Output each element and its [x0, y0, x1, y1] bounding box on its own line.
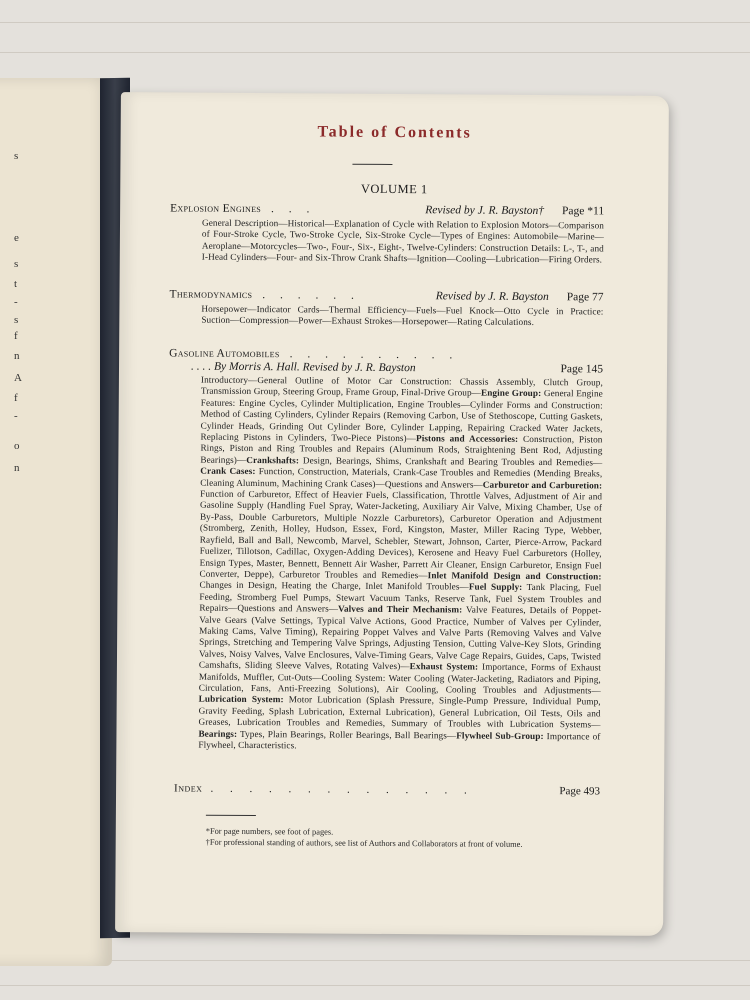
- dot-leader: . . . . . .: [262, 289, 360, 302]
- description-text: Function, Construction, Materials, Crank-Case Troubles and Remedies (Mending Breaks, Cleaning Aluminum, Machining Crank Cases)—Questions and Answers—: [200, 466, 603, 490]
- volume-heading: VOLUME 1: [360, 181, 428, 197]
- contents-page: [115, 92, 669, 936]
- footnotes: [206, 827, 604, 852]
- entry-title: Gasoline Automobiles: [169, 347, 280, 361]
- left-edge-letter: t: [14, 278, 18, 290]
- page-title: Table of Contents: [317, 123, 472, 142]
- left-edge-letter: f: [14, 330, 18, 342]
- entry-description: Horsepower—Indicator Cards—Thermal Efficiency—Fuels—Fuel Knock—Otto Cycle in Practice: Suction—Compression—Power—Exhaust Strokes—Horsepower—Rating Calculations.: [201, 303, 604, 328]
- description-text: Importance of Flywheel, Characteristics.: [198, 730, 601, 751]
- left-page: [0, 78, 112, 966]
- description-text: Tank Placing, Fuel Feeding, Stromberg Fuel Pumps, Stewart Vacuum Tanks, Reserve Tank, Fuel System Troubles and Repairs—Questions and Answers—: [199, 582, 602, 614]
- left-edge-letter: s: [14, 258, 19, 270]
- description-subheading: Exhaust System:: [409, 661, 479, 672]
- left-edge-letter: -: [14, 296, 18, 308]
- description-text: Motor Lubrication (Splash Pressure, Single-Pump Pressure, Individual Pump, Gravity Feeding, Splash Lubrication, External Lubrication), General Lubrication, Oil Tests, Oils and Greases, Lubrication Troubles and Remedies, Summary of Troubles with Lubrication Systems—: [198, 694, 601, 730]
- entry-reviser: Revised by J. R. Bayston: [435, 290, 549, 304]
- wood-grain: [0, 985, 750, 986]
- left-edge-letter: s: [14, 150, 19, 162]
- description-text: Function of Carburetor, Effect of Heavier Fuels, Classification, Throttle Valves, Adjustment of Air and Gasoline Supply (Handling Fuel Spray, Water-Jacketing, Auxiliary Air Valve, Mixing Chamber, Use of By-Pass, Double Carburetors, Multiple Nozzle Carburetors), Carburetor Operation and Adjustment (Stromberg, Zenith, Holley, Hudson, Essex, Ford, Kingston, Master, Miller Racing Type, Webber, Rayfield, Ball and Ball, Newcomb, Marvel, Schebler, Stewart, Johnson, Carter, Pierce-Arrow, Packard Fuelizer, Tillotson, Cadillac, Oxygen-Adding Devices), Kerosene and Heavy Fuel Carburetors (Holley, Ensign Types, Master, Bennett, Bennett Air Washer, Parrett Air Cleaner, Ensign Carburetor, Ensign Fuel Converter, Deppe), Carburetor Troubles and Remedies—: [199, 488, 603, 581]
- entry-reviser: Revised by J. R. Bayston†: [425, 204, 545, 218]
- left-edge-letter: n: [14, 462, 20, 474]
- wood-grain: [0, 960, 750, 961]
- toc-entry-index[interactable]: [174, 782, 600, 797]
- dot-leader: . . . . . . . . . .: [289, 348, 459, 362]
- title-rule: [352, 164, 392, 165]
- toc-entry-thermodynamics[interactable]: [169, 288, 603, 303]
- left-edge-letter: n: [14, 350, 20, 362]
- description-subheading: Carburetor and Carburetion:: [482, 479, 603, 491]
- wood-grain: [0, 52, 750, 53]
- entry-description: General Description—Historical—Explanation of Cycle with Relation to Explosion Motors—Comparison of Four-Stroke Cycle, Two-Stroke Cycle, Six-Stroke Cycle—Types of Engines: Automobile—Marine—Aeroplane—Motorcycles—Two-, Four-, Six-, Eight-, Twelve-Cylinders: Construction Details: L-, T-, and I-Head Cylinders—Four- and Six-Throw Crank Shafts—Ignition—Cooling—Lubrication—Firing Orders.: [201, 217, 605, 265]
- footnote-rule: [206, 815, 256, 816]
- description-subheading: Lubrication System:: [198, 694, 284, 705]
- description-subheading: Pistons and Accessories:: [415, 433, 519, 444]
- description-text: General Engine Features: Engine Cycles, Cylinder Multiplication, Engine Troubles—Cylinder Forms and Construction: Method of Casting Cylinders, Cylinder Repairs (Removing Carbon, Use of Stethoscope, Cutting Gaskets, Cylinder Heads, Grinding Out Cylinder Bore, Cylinder Lapping, Repairing Cracked Water Jackets, Replacing Pistons in Cylinders, Two-Piece Pistons)—: [200, 388, 603, 444]
- description-text: Design, Bearings, Shims, Crankshaft and Bearing Troubles and Remedies—: [299, 455, 603, 468]
- left-edge-letter: s: [14, 314, 19, 326]
- left-edge-letter: e: [14, 232, 19, 244]
- entry-title: Thermodynamics: [169, 288, 253, 302]
- footnote-page-numbers: *For page numbers, see foot of pages.: [205, 826, 334, 837]
- left-edge-letter: -: [14, 410, 18, 422]
- left-edge-letter: o: [14, 440, 20, 452]
- left-edge-letter: f: [14, 392, 18, 404]
- toc-entry-explosion-engines[interactable]: [170, 202, 604, 217]
- entry-title: Explosion Engines: [170, 202, 262, 216]
- entry-page: Page *11: [562, 205, 605, 218]
- description-subheading: Crankshafts:: [246, 454, 300, 466]
- entry-page: Page 145: [560, 363, 604, 376]
- footnote-authors: †For professional standing of authors, see list of Authors and Collaborators at front of volume.: [205, 837, 523, 849]
- description-subheading: Bearings:: [198, 728, 238, 739]
- entry-description: [198, 375, 603, 754]
- description-subheading: Flywheel Sub-Group:: [456, 730, 544, 741]
- description-text: Types, Plain Bearings, Roller Bearings, Ball Bearings—: [237, 728, 457, 741]
- index-page: Page 493: [559, 785, 601, 798]
- left-edge-letter: A: [14, 372, 22, 384]
- entry-page: Page 77: [566, 291, 604, 304]
- description-subheading: Crank Cases:: [200, 465, 256, 477]
- description-text: Construction, Piston Rings, Piston and Ring Troubles and Repairs (Aluminum Rods, Straightening Bent Rod, Adjusting Bearings)—: [200, 433, 603, 465]
- dot-leader: . . . . . . . . . . . . . .: [210, 782, 474, 797]
- description-text: Valve Features, Details of Poppet-Valve Gears (Valve Settings, Typical Valve Actions, Good Practice, Number of Valves per Cylinder, Making Cams, Valve Timing), Repairing Poppet Valves and Valve Parts (Removing Valves and Valve Springs, Stretching and Tempering Valve Springs, Adjusting Tension, Cutting Valve-Key Slots, Grinding Valves, Noisy Valves, Valve Enclosures, Valve-Timing Gears, Valve Cage Repairs, Guides, Caps, Twisted Camshafts, Sliding Sleeve Valves, Rotating Valves)—: [198, 604, 602, 672]
- description-subheading: Valves and Their Mechanism:: [338, 603, 463, 615]
- wood-grain: [0, 22, 750, 23]
- description-text: Changes in Design, Heating the Charge, Inlet Manifold Troubles—: [199, 579, 469, 592]
- entry-author: . . . . By Morris A. Hall. Revised by J. R. Bayston: [190, 360, 416, 375]
- dot-leader: . . .: [271, 203, 316, 216]
- index-label: Index: [174, 782, 203, 795]
- description-subheading: Inlet Manifold Design and Construction:: [427, 570, 602, 582]
- description-text: Importance, Forms of Exhaust Manifolds, Muffler, Cut-Outs—Cooling System: Water Cooling (Water-Jacketing, Radiators and Piping, Circulation, Fans, Anti-Freezing Solutions), Air Cooling, Cooling Troubles and Adjustments—: [198, 661, 601, 696]
- description-subheading: Fuel Supply:: [468, 581, 523, 593]
- toc-entry-author-line: [191, 361, 603, 376]
- description-text: Introductory—General Outline of Motor Car Construction: Chassis Assembly, Clutch Group, Transmission Group, Steering Group, Frame Group, Final-Drive Group—: [200, 374, 603, 399]
- description-subheading: Engine Group:: [480, 388, 542, 399]
